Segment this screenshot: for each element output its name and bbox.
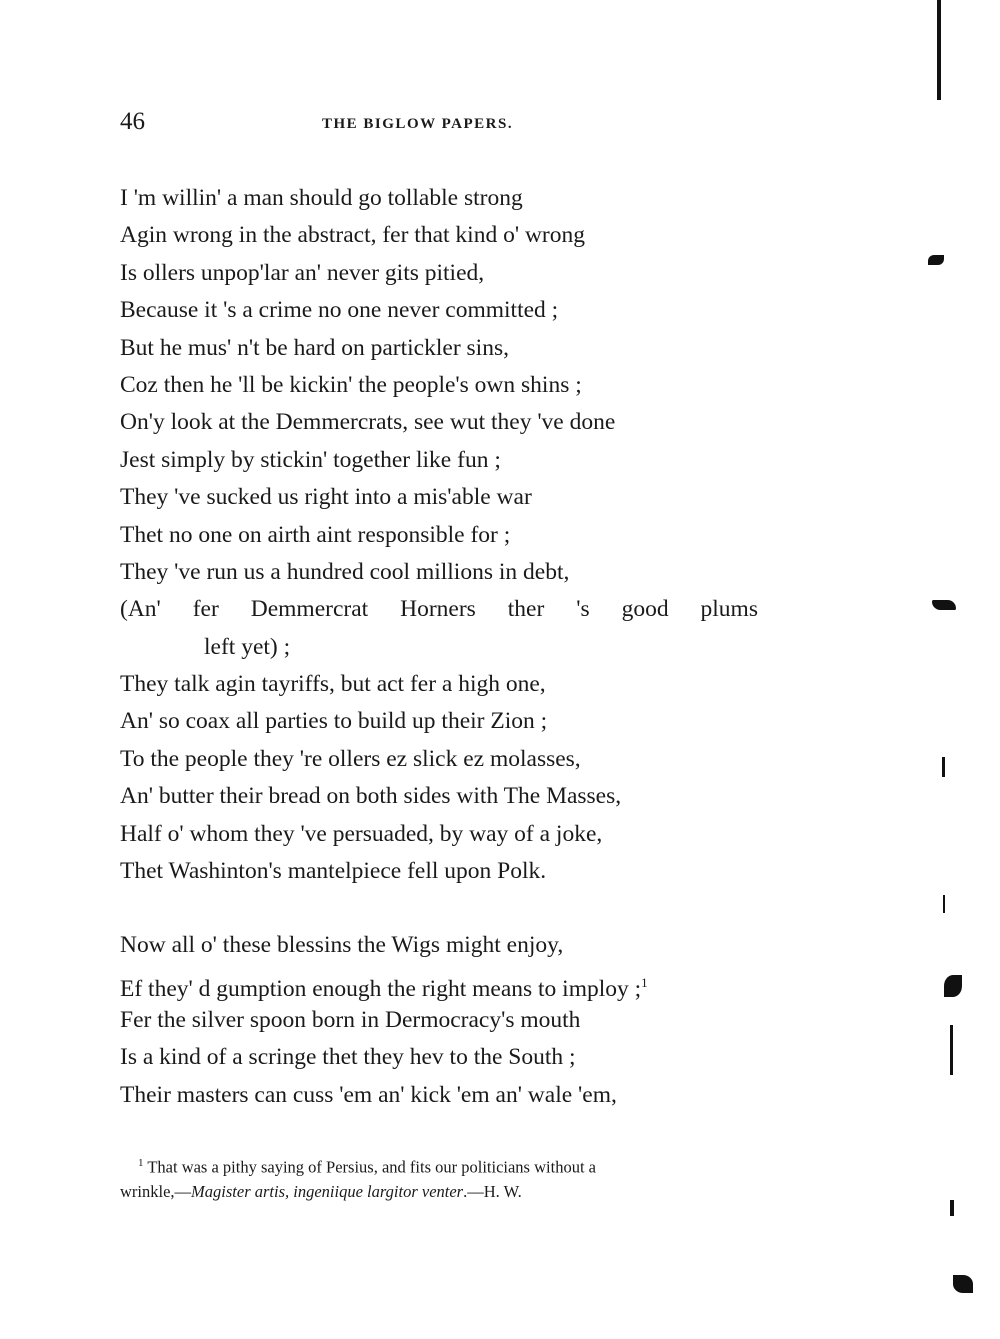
scan-artifact: [943, 895, 945, 913]
verse-line: They talk agin tayriffs, but act fer a high one,: [120, 671, 546, 698]
verse-line: They 've sucked us right into a mis'able war: [120, 484, 532, 511]
page-number: 46: [120, 108, 145, 135]
verse-line: To the people they 're ollers ez slick ez molasses,: [120, 745, 581, 772]
footnote-mark: 1: [138, 1157, 144, 1169]
verse-line: An' so coax all parties to build up their Zion ;: [120, 708, 548, 735]
verse-line: Now all o' these blessins the Wigs might enjoy,: [120, 932, 564, 958]
running-head: THE BIGLOW PAPERS.: [322, 116, 514, 132]
verse-line: Agin wrong in the abstract, fer that kind o' wrong: [120, 222, 585, 249]
verse-line: Fer the silver spoon born in Dermocracy's mouth: [120, 1006, 581, 1033]
verse-line: On'y look at the Demmercrats, see wut they 've done: [120, 409, 616, 436]
scan-artifact: [950, 1200, 954, 1216]
stanza-1: [120, 180, 758, 890]
verse-line: They 've run us a hundred cool millions in debt,: [120, 558, 570, 585]
verse-line: Thet Washinton's mantelpiece fell upon Polk.: [120, 858, 547, 885]
scan-artifact: [953, 1275, 973, 1293]
verse-line: Jest simply by stickin' together like fun ;: [120, 446, 501, 473]
verse-line: Is ollers unpop'lar an' never gits pitied,: [120, 259, 485, 286]
footnote-reference: 1: [641, 975, 648, 991]
verse-line: But he mus' n't be hard on partickler sins,: [120, 334, 509, 361]
verse-line: Their masters can cuss 'em an' kick 'em an' wale 'em,: [120, 1081, 617, 1108]
verse-line: Because it 's a crime no one never committed ;: [120, 297, 559, 324]
scan-artifact: [942, 757, 945, 777]
verse-line: Thet no one on airth aint responsible for ;: [120, 521, 511, 548]
scan-artifact: [937, 0, 941, 100]
stanza-2: [120, 927, 648, 1114]
verse-line: I 'm willin' a man should go tollable strong: [120, 185, 523, 211]
footnote-text: wrinkle,—: [120, 1181, 192, 1201]
verse-line-text: Ef they' d gumption enough the right means to imploy ;: [120, 976, 642, 1003]
scan-artifact: [950, 1025, 953, 1075]
footnote-line: [120, 1151, 760, 1180]
footnote: [120, 1151, 760, 1204]
verse-line: [120, 964, 648, 1001]
scan-artifact: [944, 975, 962, 997]
verse-line: Coz then he 'll be kickin' the people's own shins ;: [120, 371, 582, 398]
verse-line-continuation: left yet) ;: [204, 633, 291, 660]
verse-line: Is a kind of a scringe thet they hev to the South ;: [120, 1044, 576, 1071]
footnote-text: That was a pithy saying of Persius, and fits our politicians without a: [147, 1157, 596, 1177]
footnote-line: [120, 1180, 760, 1204]
verse-line: An' butter their bread on both sides with The Masses,: [120, 783, 622, 810]
scan-artifact: [928, 255, 944, 265]
footnote-latin-quote: Magister artis, ingeniique largitor venter: [191, 1181, 464, 1201]
footnote-attribution: .—H. W.: [463, 1181, 522, 1201]
scan-artifact: [932, 600, 956, 610]
verse-line: Half o' whom they 've persuaded, by way of a joke,: [120, 820, 603, 847]
verse-line: (An' fer Demmercrat Horners ther 's good plums: [120, 596, 758, 623]
